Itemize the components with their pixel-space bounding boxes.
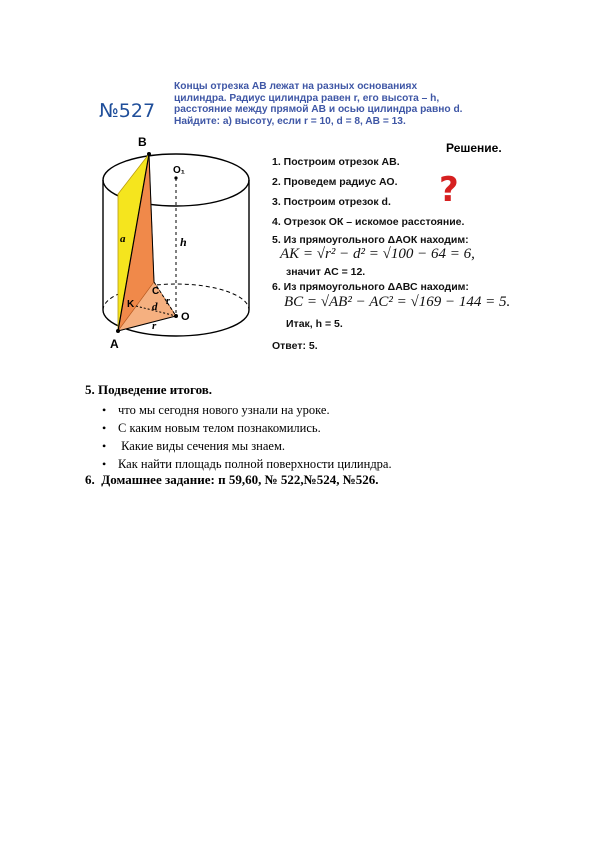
label-a-italic: a — [120, 233, 126, 245]
list-item: • С каким новым телом познакомились. — [102, 421, 321, 435]
bullet-icon: • — [102, 439, 107, 453]
result-h: Итак, h = 5. — [286, 318, 343, 330]
task-line: расстояние между прямой АВ и осью цилиндра равно d. — [174, 104, 463, 116]
label-o1: O₁ — [173, 165, 185, 176]
formula-ak: AK = √r² − d² = √100 − 64 = 6, — [280, 246, 475, 262]
task-line: Концы отрезка АВ лежат на разных основаниях — [174, 81, 418, 92]
step-2: 2. Проведем радиус АО. — [272, 176, 398, 188]
list-item: • Какие виды сечения мы знаем. — [102, 439, 285, 453]
step-6: 6. Из прямоугольного ΔАВС находим: — [272, 281, 469, 293]
list-item: • Как найти площадь полной поверхности цилиндра. — [102, 457, 392, 471]
step-4: 4. Отрезок ОК – искомое расстояние. — [272, 216, 465, 228]
step-1: 1. Построим отрезок АВ. — [272, 156, 400, 168]
label-d: d — [152, 301, 158, 313]
formula-bc: BC = √AB² − AC² = √169 − 144 = 5. — [284, 294, 511, 310]
problem-statement — [174, 81, 534, 127]
label-c: C — [152, 286, 160, 297]
summary-list — [92, 401, 392, 473]
task-line: Найдите: а) высоту, если r = 10, d = 8, AB = 13. — [174, 115, 406, 127]
label-a: A — [110, 337, 119, 351]
list-item: • что мы сегодня нового узнали на уроке. — [102, 403, 330, 417]
solution-label: Решение. — [446, 141, 502, 155]
label-r-small: r — [166, 296, 170, 307]
label-k: K — [127, 299, 135, 310]
label-o: O — [181, 311, 190, 323]
question-mark-icon: ? — [439, 170, 459, 210]
answer: Ответ: 5. — [272, 340, 318, 352]
problem-slide — [94, 78, 537, 360]
cylinder-figure — [94, 128, 264, 353]
task-line: цилиндра. Радиус цилиндра равен r, его высота – h, — [174, 92, 440, 104]
bullet-icon: • — [102, 457, 107, 471]
bullet-icon: • — [102, 403, 107, 417]
bullet-icon: • — [102, 421, 107, 435]
step-3: 3. Построим отрезок d. — [272, 196, 391, 208]
label-r: r — [152, 320, 157, 332]
problem-number: №527 — [99, 100, 156, 122]
summary-heading: 5. Подведение итогов. — [85, 382, 213, 397]
label-b: B — [138, 135, 147, 149]
step-5: 5. Из прямоугольного ΔАОК находим: — [272, 234, 469, 246]
ac-result: значит АС = 12. — [286, 266, 366, 278]
label-h: h — [180, 235, 187, 249]
homework: 6. Домашнее задание: п 59,60, № 522,№524, №526. — [85, 472, 379, 487]
